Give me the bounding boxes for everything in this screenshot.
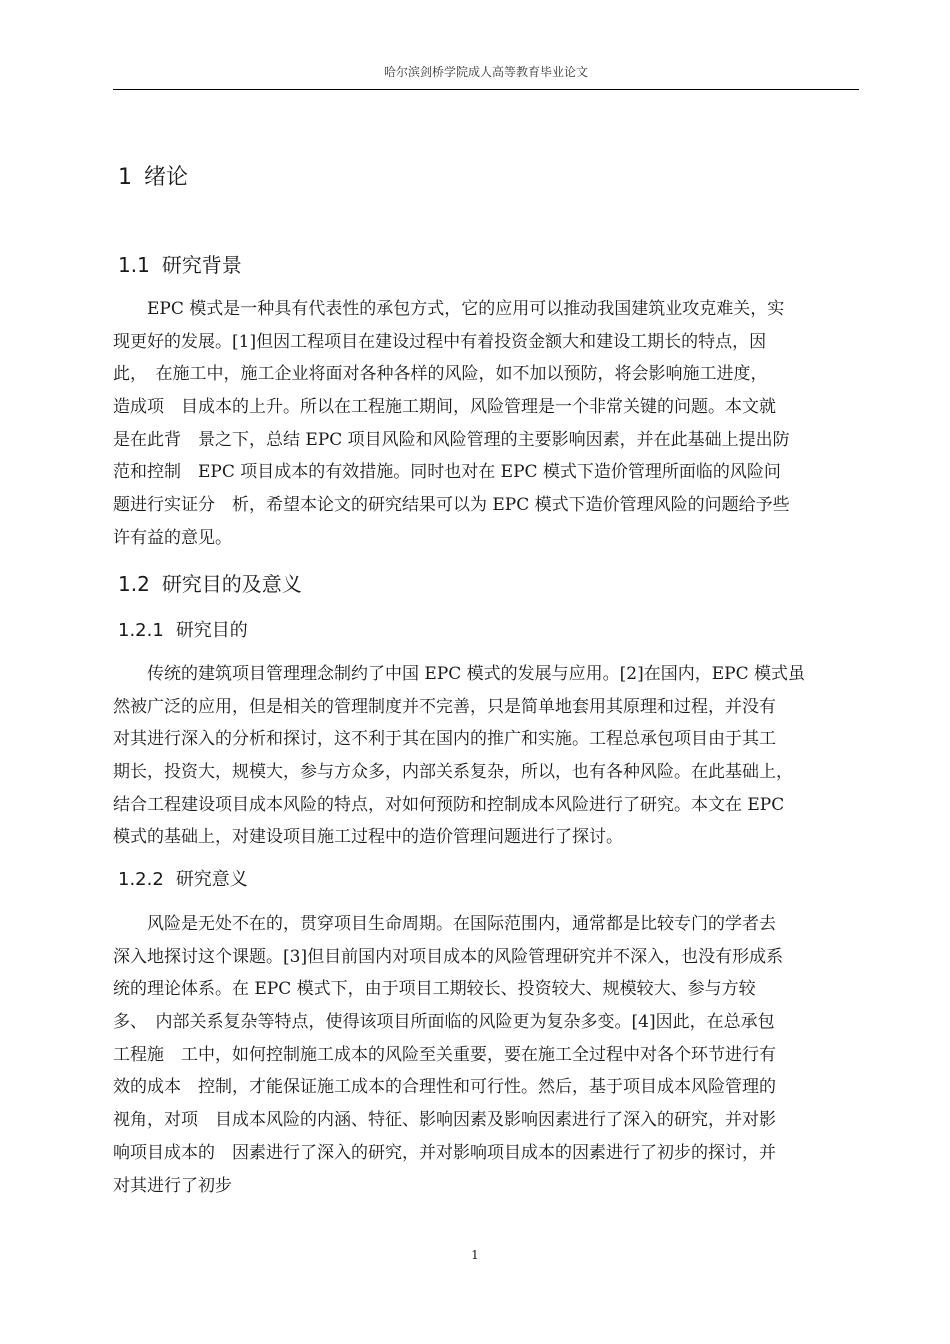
paragraph-line: 期长，投资大，规模大，参与方众多，内部关系复杂，所以，也有各种风险。在此基础上，	[113, 762, 793, 783]
paragraph-line: 模式的基础上，对建设项目施工过程中的造价管理问题进行了探讨。	[113, 827, 623, 848]
subsection-title: 研究意义	[175, 869, 248, 890]
paragraph-purpose	[113, 658, 865, 854]
header-title: 哈尔滨剑桥学院成人高等教育毕业论文	[383, 65, 588, 79]
section-title: 研究背景	[161, 253, 242, 277]
section-number: 1.1	[118, 253, 150, 277]
paragraph-line: 题进行实证分 析，希望本论文的研究结果可以为 EPC 模式下造价管理风险的问题给予些	[113, 495, 790, 516]
section-number: 1.2	[118, 572, 150, 596]
page-header	[113, 62, 859, 90]
chapter-number: 1	[118, 165, 132, 190]
page-number: 1	[471, 1248, 479, 1262]
section-heading-1-1	[118, 250, 242, 280]
paragraph-line: 效的成本 控制，才能保证施工成本的合理性和可行性。然后，基于项目成本风险管理的	[113, 1077, 776, 1098]
paragraph-significance	[113, 908, 865, 1202]
subsection-heading-1-2-1	[118, 617, 248, 645]
paragraph-line: 现更好的发展。[1]但因工程项目在建设过程中有着投资金额大和建设工期长的特点，因	[113, 331, 767, 352]
paragraph-line: 造成项 目成本的上升。所以在工程施工期间，风险管理是一个非常关键的问题。本文就	[113, 397, 776, 418]
paragraph-line: 结合工程建设项目成本风险的特点，对如何预防和控制成本风险进行了研究。本文在 EPC	[113, 794, 785, 815]
paragraph-line: 响项目成本的 因素进行了深入的研究，并对影响项目成本的因素进行了初步的探讨，并	[113, 1142, 776, 1163]
chapter-heading	[118, 162, 188, 194]
subsection-number: 1.2.1	[118, 620, 164, 641]
paragraph-line: 对其进行了初步	[113, 1175, 232, 1196]
section-title: 研究目的及意义	[161, 572, 302, 596]
paragraph-line: 此， 在施工中，施工企业将面对各种各样的风险，如不加以预防，将会影响施工进度，	[113, 364, 768, 385]
section-heading-1-2	[118, 569, 302, 599]
subsection-title: 研究目的	[175, 620, 248, 641]
subsection-number: 1.2.2	[118, 869, 164, 890]
paragraph-line: 范和控制 EPC 项目成本的有效措施。同时也对在 EPC 模式下造价管理所面临的风险问	[113, 462, 781, 483]
paragraph-line: EPC 模式是一种具有代表性的承包方式，它的应用可以推动我国建筑业攻克难关，实	[113, 299, 785, 319]
paragraph-line: 然被广泛的应用，但是相关的管理制度并不完善，只是简单地套用其原理和过程，并没有	[113, 696, 776, 717]
paragraph-line: 风险是无处不在的，贯穿项目生命周期。在国际范围内，通常都是比较专门的学者去	[113, 914, 776, 934]
paragraph-line: 统的理论体系。在 EPC 模式下，由于项目工期较长、投资较大、规模较大、参与方较	[113, 979, 756, 1000]
paragraph-line: 深入地探讨这个课题。[3]但目前国内对项目成本的风险管理研究并不深入，也没有形成系	[113, 946, 784, 967]
subsection-heading-1-2-2	[118, 866, 248, 894]
chapter-title: 绪论	[144, 165, 189, 190]
paragraph-line: 对其进行深入的分析和探讨，这不利于其在国内的推广和实施。工程总承包项目由于其工	[113, 729, 776, 750]
paragraph-background	[113, 293, 865, 555]
paragraph-line: 许有益的意见。	[113, 527, 232, 548]
paragraph-line: 工程施 工中，如何控制施工成本的风险至关重要，要在施工全过程中对各个环节进行有	[113, 1044, 776, 1065]
paragraph-line: 是在此背 景之下，总结 EPC 项目风险和风险管理的主要影响因素，并在此基础上提出防	[113, 429, 790, 450]
paragraph-line: 视角，对项 目成本风险的内涵、特征、影响因素及影响因素进行了深入的研究，并对影	[113, 1110, 776, 1131]
paragraph-line: 多、 内部关系复杂等特点，使得该项目所面临的风险更为复杂多变。[4]因此，在总承包	[113, 1012, 775, 1033]
paragraph-line: 传统的建筑项目管理理念制约了中国 EPC 模式的发展与应用。[2]在国内，EPC 模式虽	[113, 664, 806, 684]
